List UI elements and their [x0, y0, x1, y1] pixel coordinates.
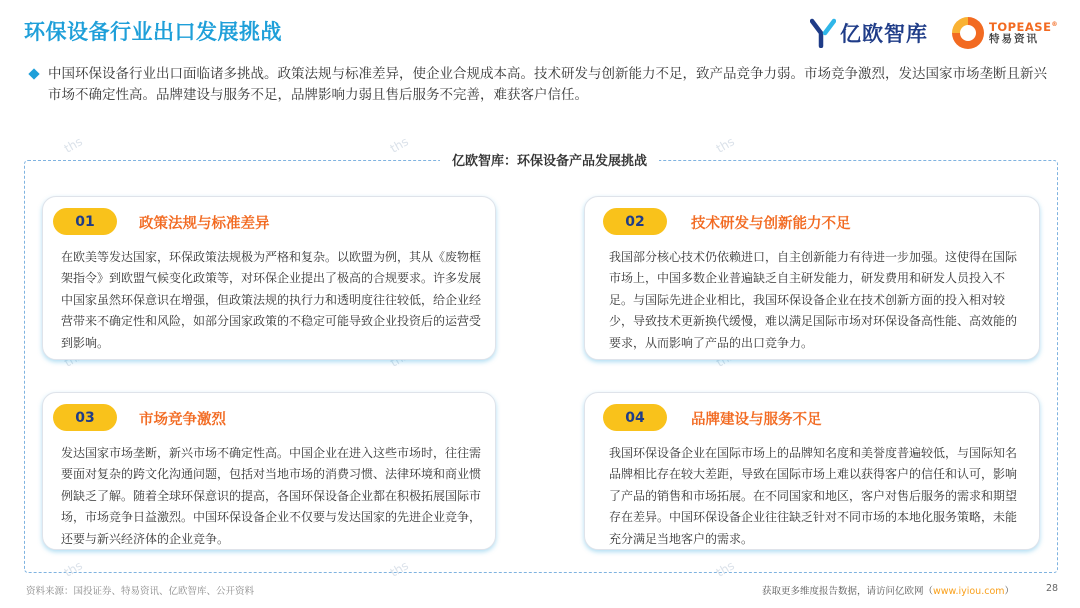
- card-number-badge: 04: [603, 404, 667, 431]
- card-body: 我国环保设备企业在国际市场上的品牌知名度和美誉度普遍较低，与国际知名品牌相比存在较大差距，导致在国际市场上难以获得客户的信任和认可，影响了产品的销售和市场拓展。在不同国家和地区，客户对售后服务的需求和期望存在差异。中国环保设备企业往往缺乏针对不同市场的本地化服务策略，未能充分满足当地客户的需求。: [609, 446, 1018, 546]
- intro-text: 中国环保设备行业出口面临诸多挑战。政策法规与标准差异，使企业合规成本高。技术研发与创新能力不足，致产品竞争力弱。市场竞争激烈，发达国家市场垄断且新兴市场不确定性高。品牌建设与服务不足，品牌影响力弱且售后服务不完善，难获客户信任。: [48, 66, 1047, 103]
- watermark: ths: [61, 134, 85, 156]
- source-note: 资料来源：国投证券、特易资讯、亿欧智库、公开资料: [26, 586, 255, 597]
- yiou-logo-text: 亿欧智库: [840, 22, 928, 46]
- more-info-note: [762, 583, 1014, 597]
- card-number-badge: 02: [603, 208, 667, 235]
- topease-logo-en: TOPEASE: [989, 19, 1052, 34]
- watermark: ths: [61, 558, 85, 580]
- bullet-diamond-icon: [28, 68, 39, 79]
- topease-logo[interactable]: [952, 17, 1058, 49]
- challenge-card-tech: [584, 196, 1040, 360]
- card-number-badge: 01: [53, 208, 117, 235]
- card-title: 市场竞争激烈: [139, 412, 226, 428]
- card-title: 政策法规与标准差异: [139, 216, 270, 232]
- challenge-card-market: [42, 392, 496, 550]
- challenge-card-brand: [584, 392, 1040, 550]
- intro-paragraph: [30, 64, 1060, 106]
- more-info-suffix: ）: [1004, 586, 1015, 597]
- watermark: ths: [387, 558, 411, 580]
- watermark: ths: [713, 134, 737, 156]
- topease-logo-cn: 特易资讯: [989, 32, 1039, 45]
- more-info-prefix: 获取更多维度报告数据，请访问亿欧网（: [762, 586, 934, 597]
- card-body: 发达国家市场垄断，新兴市场不确定性高。中国企业在进入这些市场时，往往需要面对复杂的跨文化沟通问题，包括对当地市场的消费习惯、法律环境和商业惯例缺乏了解。随着全球环保意识的提高，各国环保设备企业都在积极拓展国际市场，市场竞争日益激烈。中国环保设备企业不仅要与发达国家的先进企业竞争，还要与新兴经济体的企业竞争。: [61, 446, 482, 546]
- card-number-badge: 03: [53, 404, 117, 431]
- yiou-logo[interactable]: [810, 18, 928, 48]
- page-title: 环保设备行业出口发展挑战: [24, 20, 282, 44]
- card-body: 我国部分核心技术仍依赖进口，自主创新能力有待进一步加强。这使得在国际市场上，中国多数企业普遍缺乏自主研发能力，研发费用和研发人员投入不足。与国际先进企业相比，我国环保设备企业在技术创新方面的投入相对较少，导致技术更新换代缓慢，难以满足国际市场对环保设备高性能、高效能的要求，从而影响了产品的出口竞争力。: [609, 250, 1018, 350]
- frame-title: 亿欧智库：环保设备产品发展挑战: [440, 150, 659, 169]
- watermark: ths: [387, 134, 411, 156]
- card-title: 品牌建设与服务不足: [691, 412, 822, 428]
- challenge-card-policy: [42, 196, 496, 360]
- card-body: 在欧美等发达国家，环保政策法规极为严格和复杂。以欧盟为例，其从《废物框架指令》到欧盟气候变化政策等，对环保企业提出了极高的合规要求。许多发展中国家虽然环保意识在增强，但政策法规的执行力和透明度往往较低，给企业经营带来不确定性和风险，如部分国家政策的不稳定可能导致企业投资后的运营受到影响。: [61, 250, 482, 350]
- page-number: 28: [1046, 583, 1059, 594]
- website-link[interactable]: www.iyiou.com: [933, 586, 1005, 597]
- watermark: ths: [713, 558, 737, 580]
- topease-ring-icon: [952, 17, 984, 49]
- yiou-logo-icon: [810, 18, 836, 48]
- card-title: 技术研发与创新能力不足: [691, 216, 851, 232]
- registered-mark: ®: [1051, 21, 1058, 29]
